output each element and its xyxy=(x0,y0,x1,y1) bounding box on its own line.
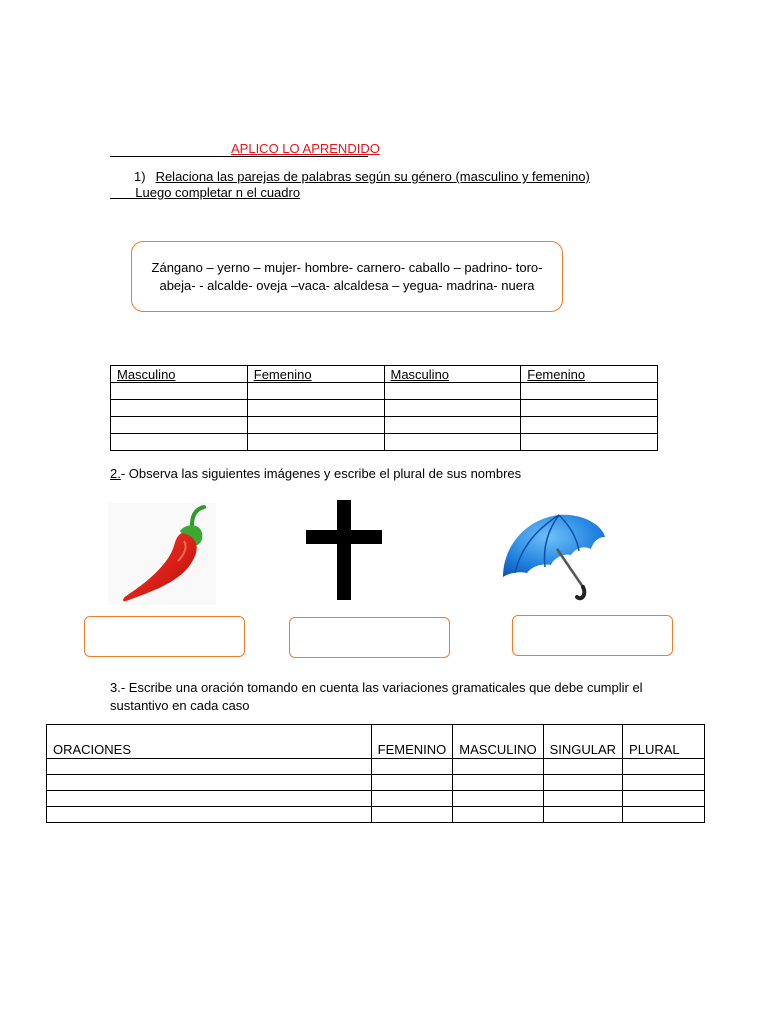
table-cell[interactable] xyxy=(384,383,521,400)
table-cell[interactable] xyxy=(521,400,658,417)
table-cell[interactable] xyxy=(453,791,543,807)
table-cell[interactable] xyxy=(371,791,453,807)
table-cell[interactable] xyxy=(371,807,453,823)
gender-table-header: Femenino xyxy=(247,366,384,383)
answer-box-cross[interactable] xyxy=(289,617,450,658)
sentence-table-header: SINGULAR xyxy=(543,725,622,759)
table-row xyxy=(111,383,658,400)
sentence-table-header: PLURAL xyxy=(623,725,705,759)
table-cell[interactable] xyxy=(623,807,705,823)
table-cell[interactable] xyxy=(543,807,622,823)
table-cell[interactable] xyxy=(543,791,622,807)
table-cell[interactable] xyxy=(47,759,372,775)
gender-table-header: Masculino xyxy=(384,366,521,383)
table-cell[interactable] xyxy=(111,434,248,451)
sentence-table xyxy=(46,724,705,823)
table-cell[interactable] xyxy=(521,383,658,400)
cross-image xyxy=(304,498,384,602)
table-cell[interactable] xyxy=(247,417,384,434)
gender-table-header: Femenino xyxy=(521,366,658,383)
table-cell[interactable] xyxy=(453,759,543,775)
answer-box-chili[interactable] xyxy=(84,616,245,657)
table-cell[interactable] xyxy=(247,400,384,417)
word-list-line-1: Zángano – yerno – mujer- hombre- carnero- caballo – padrino- toro- xyxy=(151,259,543,275)
sentence-table-header: MASCULINO xyxy=(453,725,543,759)
umbrella-image xyxy=(497,507,617,603)
table-cell[interactable] xyxy=(384,434,521,451)
question-1 xyxy=(134,169,590,184)
table-row xyxy=(47,807,705,823)
table-cell[interactable] xyxy=(623,759,705,775)
table-row xyxy=(111,434,658,451)
question-1-continuation-text: Luego completar n el cuadro xyxy=(135,185,301,200)
question-2-text: - Observa las siguientes imágenes y escribe el plural de sus nombres xyxy=(120,466,522,481)
chili-pepper-image xyxy=(108,503,216,605)
table-cell[interactable] xyxy=(111,400,248,417)
answer-box-umbrella[interactable] xyxy=(512,615,673,656)
question-1-continuation xyxy=(110,185,300,200)
question-1-number: 1) xyxy=(134,169,146,184)
table-cell[interactable] xyxy=(384,400,521,417)
gender-table-header: Masculino xyxy=(111,366,248,383)
table-cell[interactable] xyxy=(453,807,543,823)
question-2-number: 2. xyxy=(110,466,121,481)
question-1-text: Relaciona las parejas de palabras según su género (masculino y femenino) xyxy=(155,169,590,184)
table-row xyxy=(111,400,658,417)
sentence-table-header: FEMENINO xyxy=(371,725,453,759)
gender-table xyxy=(110,365,658,451)
word-list-box xyxy=(131,241,563,312)
table-cell[interactable] xyxy=(371,759,453,775)
table-cell[interactable] xyxy=(521,434,658,451)
table-cell[interactable] xyxy=(111,383,248,400)
table-cell[interactable] xyxy=(543,759,622,775)
table-row xyxy=(47,759,705,775)
table-cell[interactable] xyxy=(371,775,453,791)
question-2 xyxy=(110,466,521,481)
table-cell[interactable] xyxy=(111,417,248,434)
table-cell[interactable] xyxy=(623,775,705,791)
sentence-table-header: ORACIONES xyxy=(47,725,372,759)
word-list-line-2: abeja- - alcalde- oveja –vaca- alcaldesa – yegua- madrina- nuera xyxy=(159,277,535,293)
table-cell[interactable] xyxy=(47,775,372,791)
table-cell[interactable] xyxy=(521,417,658,434)
table-row xyxy=(47,775,705,791)
table-cell[interactable] xyxy=(543,775,622,791)
table-cell[interactable] xyxy=(623,791,705,807)
table-cell[interactable] xyxy=(384,417,521,434)
table-cell[interactable] xyxy=(47,791,372,807)
table-cell[interactable] xyxy=(247,383,384,400)
table-cell[interactable] xyxy=(247,434,384,451)
page-title: APLICO LO APRENDIDO xyxy=(231,141,380,156)
table-row xyxy=(111,417,658,434)
table-cell[interactable] xyxy=(453,775,543,791)
table-cell[interactable] xyxy=(47,807,372,823)
table-row xyxy=(47,791,705,807)
question-3: 3.- Escribe una oración tomando en cuenta las variaciones gramaticales que debe cumplir el sustantivo en cada caso xyxy=(110,680,643,713)
